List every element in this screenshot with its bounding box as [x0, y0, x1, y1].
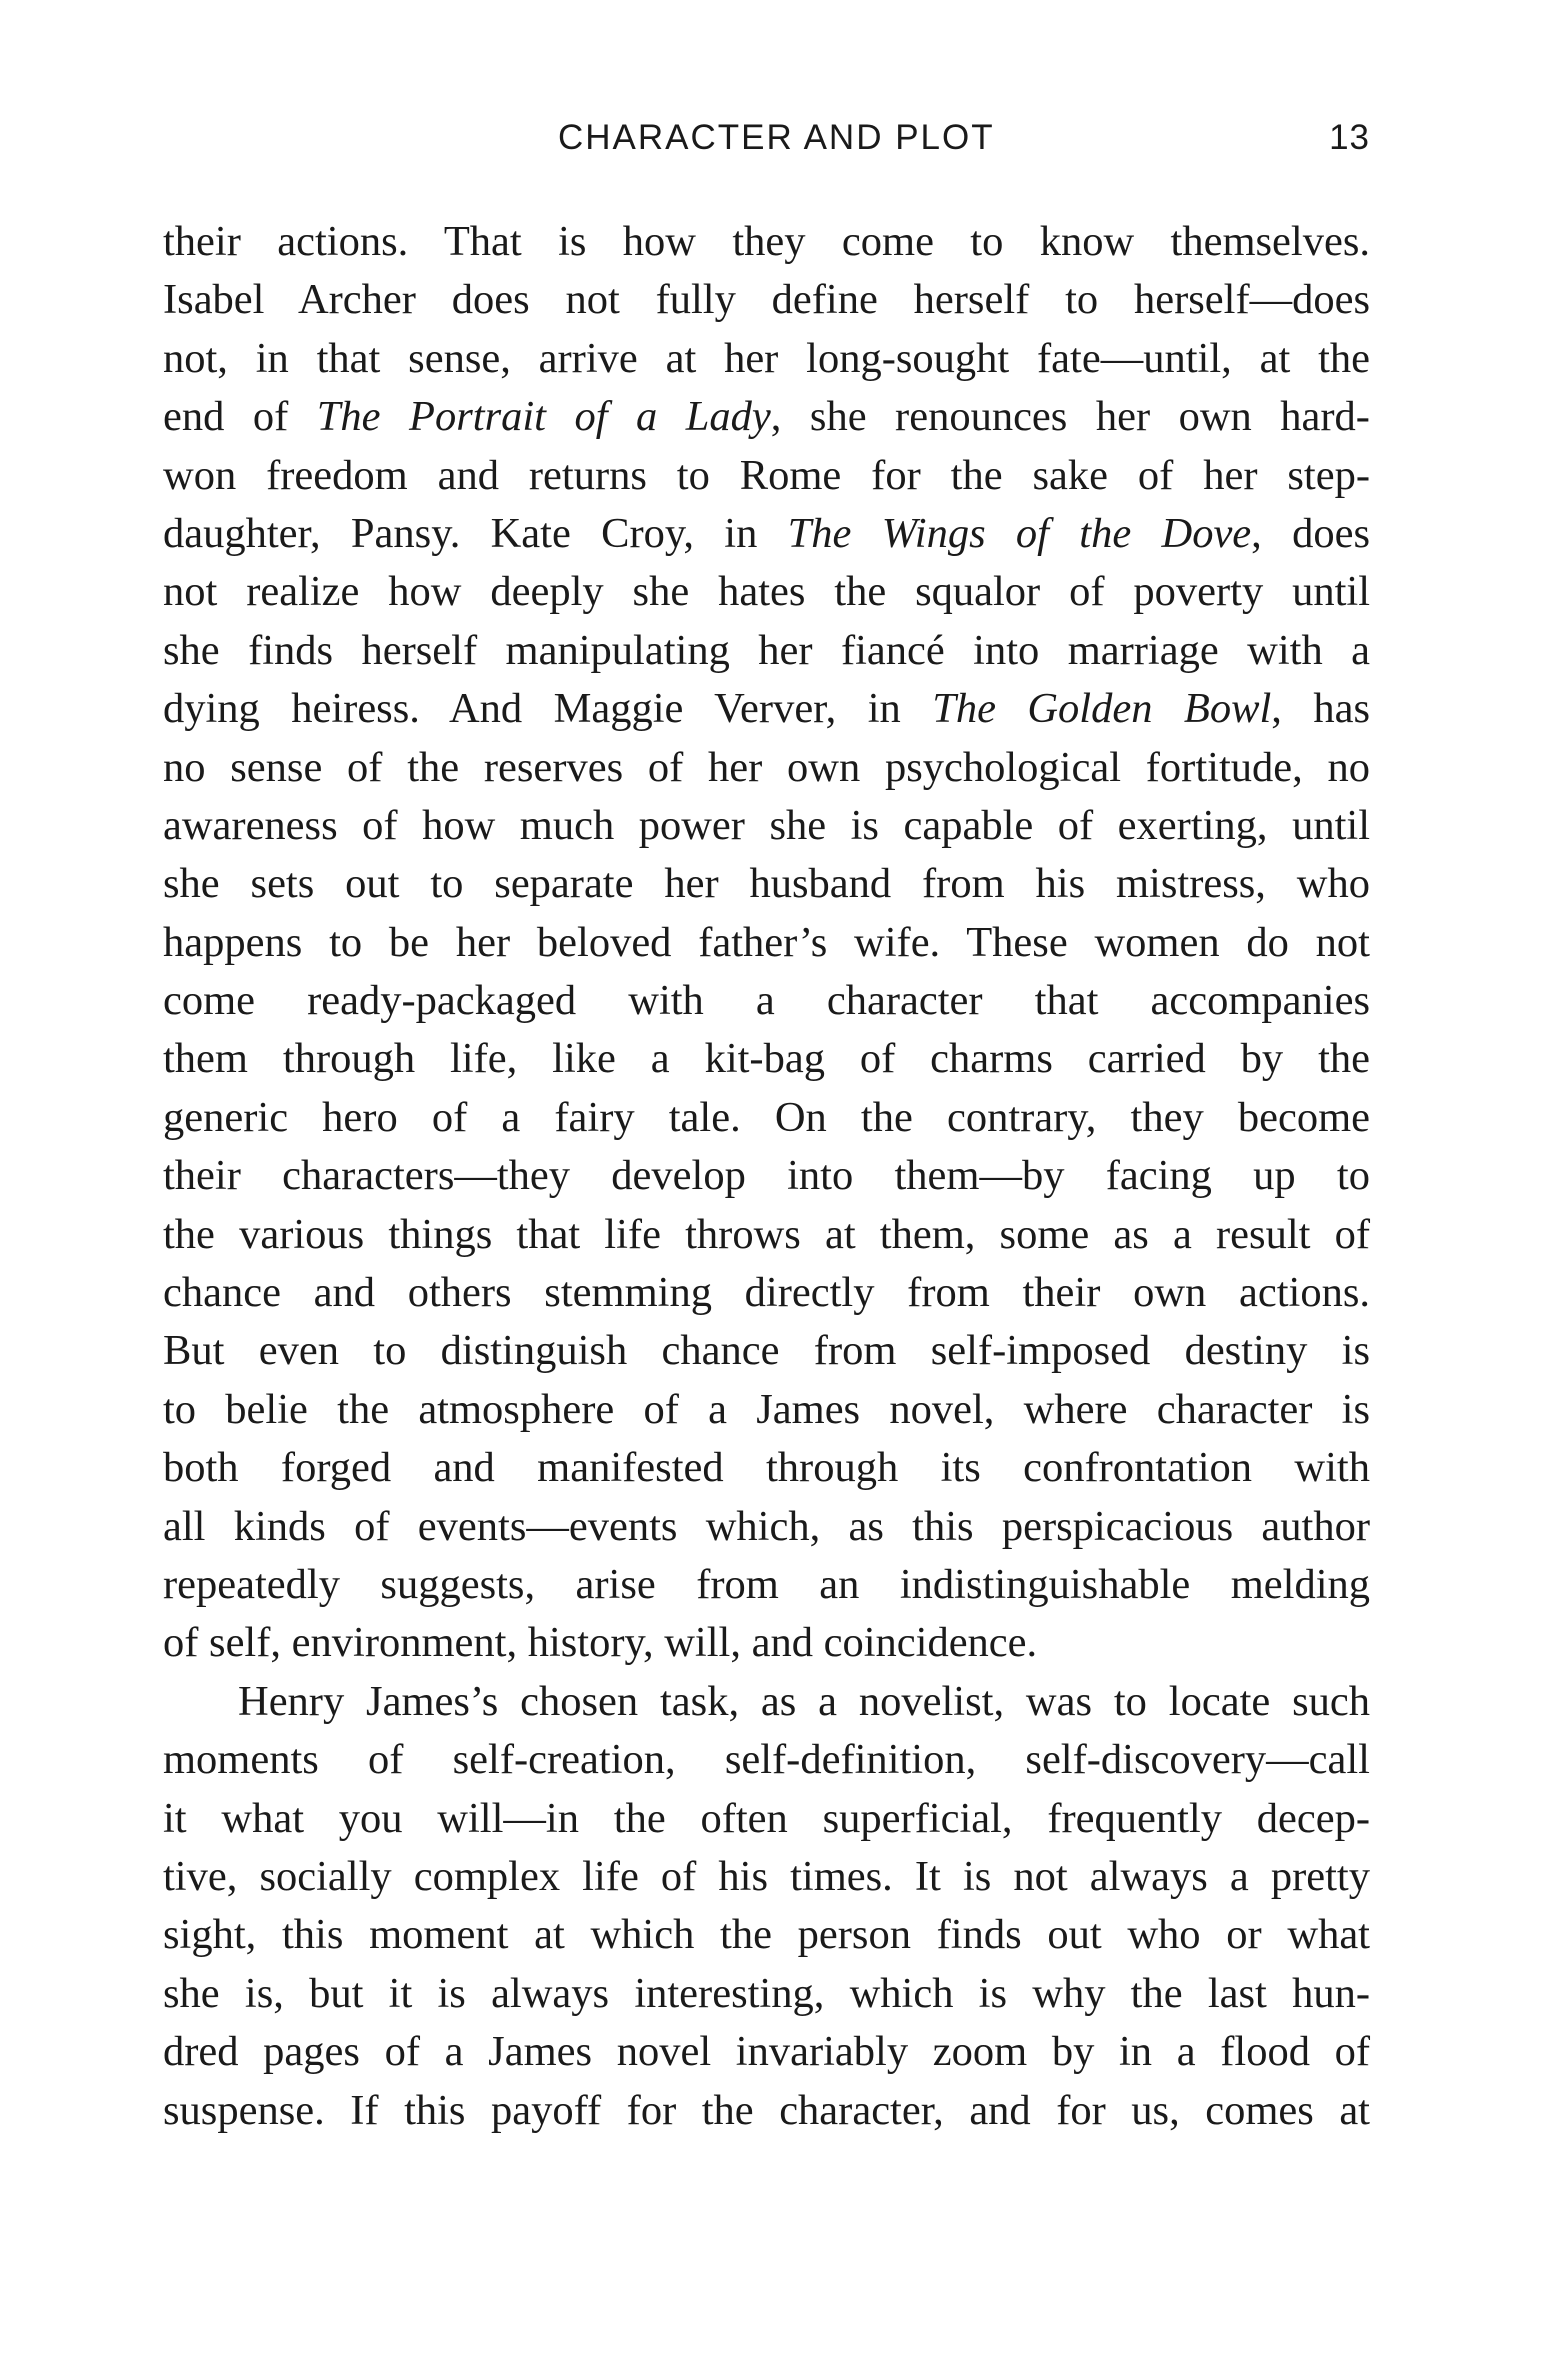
- running-head: [0, 118, 1563, 168]
- text-line: dying heiress. And Maggie Verver, in The Golden Bowl, has: [163, 685, 1370, 733]
- text-line: it what you will—in the often superficial, frequently decep-: [163, 1794, 1370, 1842]
- book-title: The Portrait of a Lady: [316, 393, 771, 441]
- text-line: the various things that life throws at them, some as a result of: [163, 1210, 1370, 1258]
- text-line: But even to distinguish chance from self-imposed destiny is: [163, 1327, 1370, 1375]
- text-line: won freedom and returns to Rome for the sake of her step-: [163, 451, 1370, 499]
- text-line: all kinds of events—events which, as this perspicacious author: [163, 1502, 1370, 1550]
- text-line: she is, but it is always interesting, which is why the last hun-: [163, 1969, 1370, 2017]
- text-line: both forged and manifested through its confrontation with: [163, 1444, 1370, 1492]
- text-line: she sets out to separate her husband from his mistress, who: [163, 860, 1370, 908]
- text-line: repeatedly suggests, arise from an indistinguishable melding: [163, 1560, 1370, 1608]
- text-line: sight, this moment at which the person finds out who or what: [163, 1911, 1370, 1959]
- text-line: moments of self-creation, self-definition, self-discovery—call: [163, 1736, 1370, 1784]
- text-line: them through life, like a kit-bag of charms carried by the: [163, 1035, 1370, 1083]
- text-line: Isabel Archer does not fully define herself to herself—does: [163, 276, 1370, 324]
- running-title: CHARACTER AND PLOT: [558, 118, 995, 157]
- body-text: [163, 213, 1370, 2140]
- text-line: suspense. If this payoff for the character, and for us, comes at: [163, 2086, 1370, 2134]
- text-line: to belie the atmosphere of a James novel, where character is: [163, 1385, 1370, 1433]
- text-line: daughter, Pansy. Kate Croy, in The Wings of the Dove, does: [163, 509, 1370, 557]
- text-line: no sense of the reserves of her own psychological fortitude, no: [163, 743, 1370, 791]
- text-line: their characters—they develop into them—by facing up to: [163, 1152, 1370, 1200]
- text-line: their actions. That is how they come to know themselves.: [163, 218, 1370, 265]
- text-line: awareness of how much power she is capable of exerting, until: [163, 801, 1370, 849]
- text-line: Henry James’s chosen task, as a novelist, was to locate such: [238, 1677, 1370, 1725]
- book-title: The Golden Bowl: [932, 685, 1272, 733]
- text-line: chance and others stemming directly from their own actions.: [163, 1269, 1370, 1317]
- page-number: 13: [1329, 118, 1370, 157]
- text-line: happens to be her beloved father’s wife. These women do not: [163, 918, 1370, 966]
- book-title: The Wings of the Dove: [787, 509, 1252, 557]
- text-line: come ready-packaged with a character that accompanies: [163, 977, 1370, 1025]
- text-line: dred pages of a James novel invariably zoom by in a flood of: [163, 2028, 1370, 2076]
- text-line: not realize how deeply she hates the squalor of poverty until: [163, 568, 1370, 616]
- text-line: of self, environment, history, will, and coincidence.: [163, 1619, 1038, 1667]
- text-line: tive, socially complex life of his times. It is not always a pretty: [163, 1852, 1370, 1900]
- text-line: generic hero of a fairy tale. On the contrary, they become: [163, 1093, 1370, 1141]
- text-line: not, in that sense, arrive at her long-sought fate—until, at the: [163, 334, 1370, 382]
- text-line: end of The Portrait of a Lady, she renounces her own hard-: [163, 393, 1370, 441]
- text-line: she finds herself manipulating her fiancé into marriage with a: [163, 626, 1370, 674]
